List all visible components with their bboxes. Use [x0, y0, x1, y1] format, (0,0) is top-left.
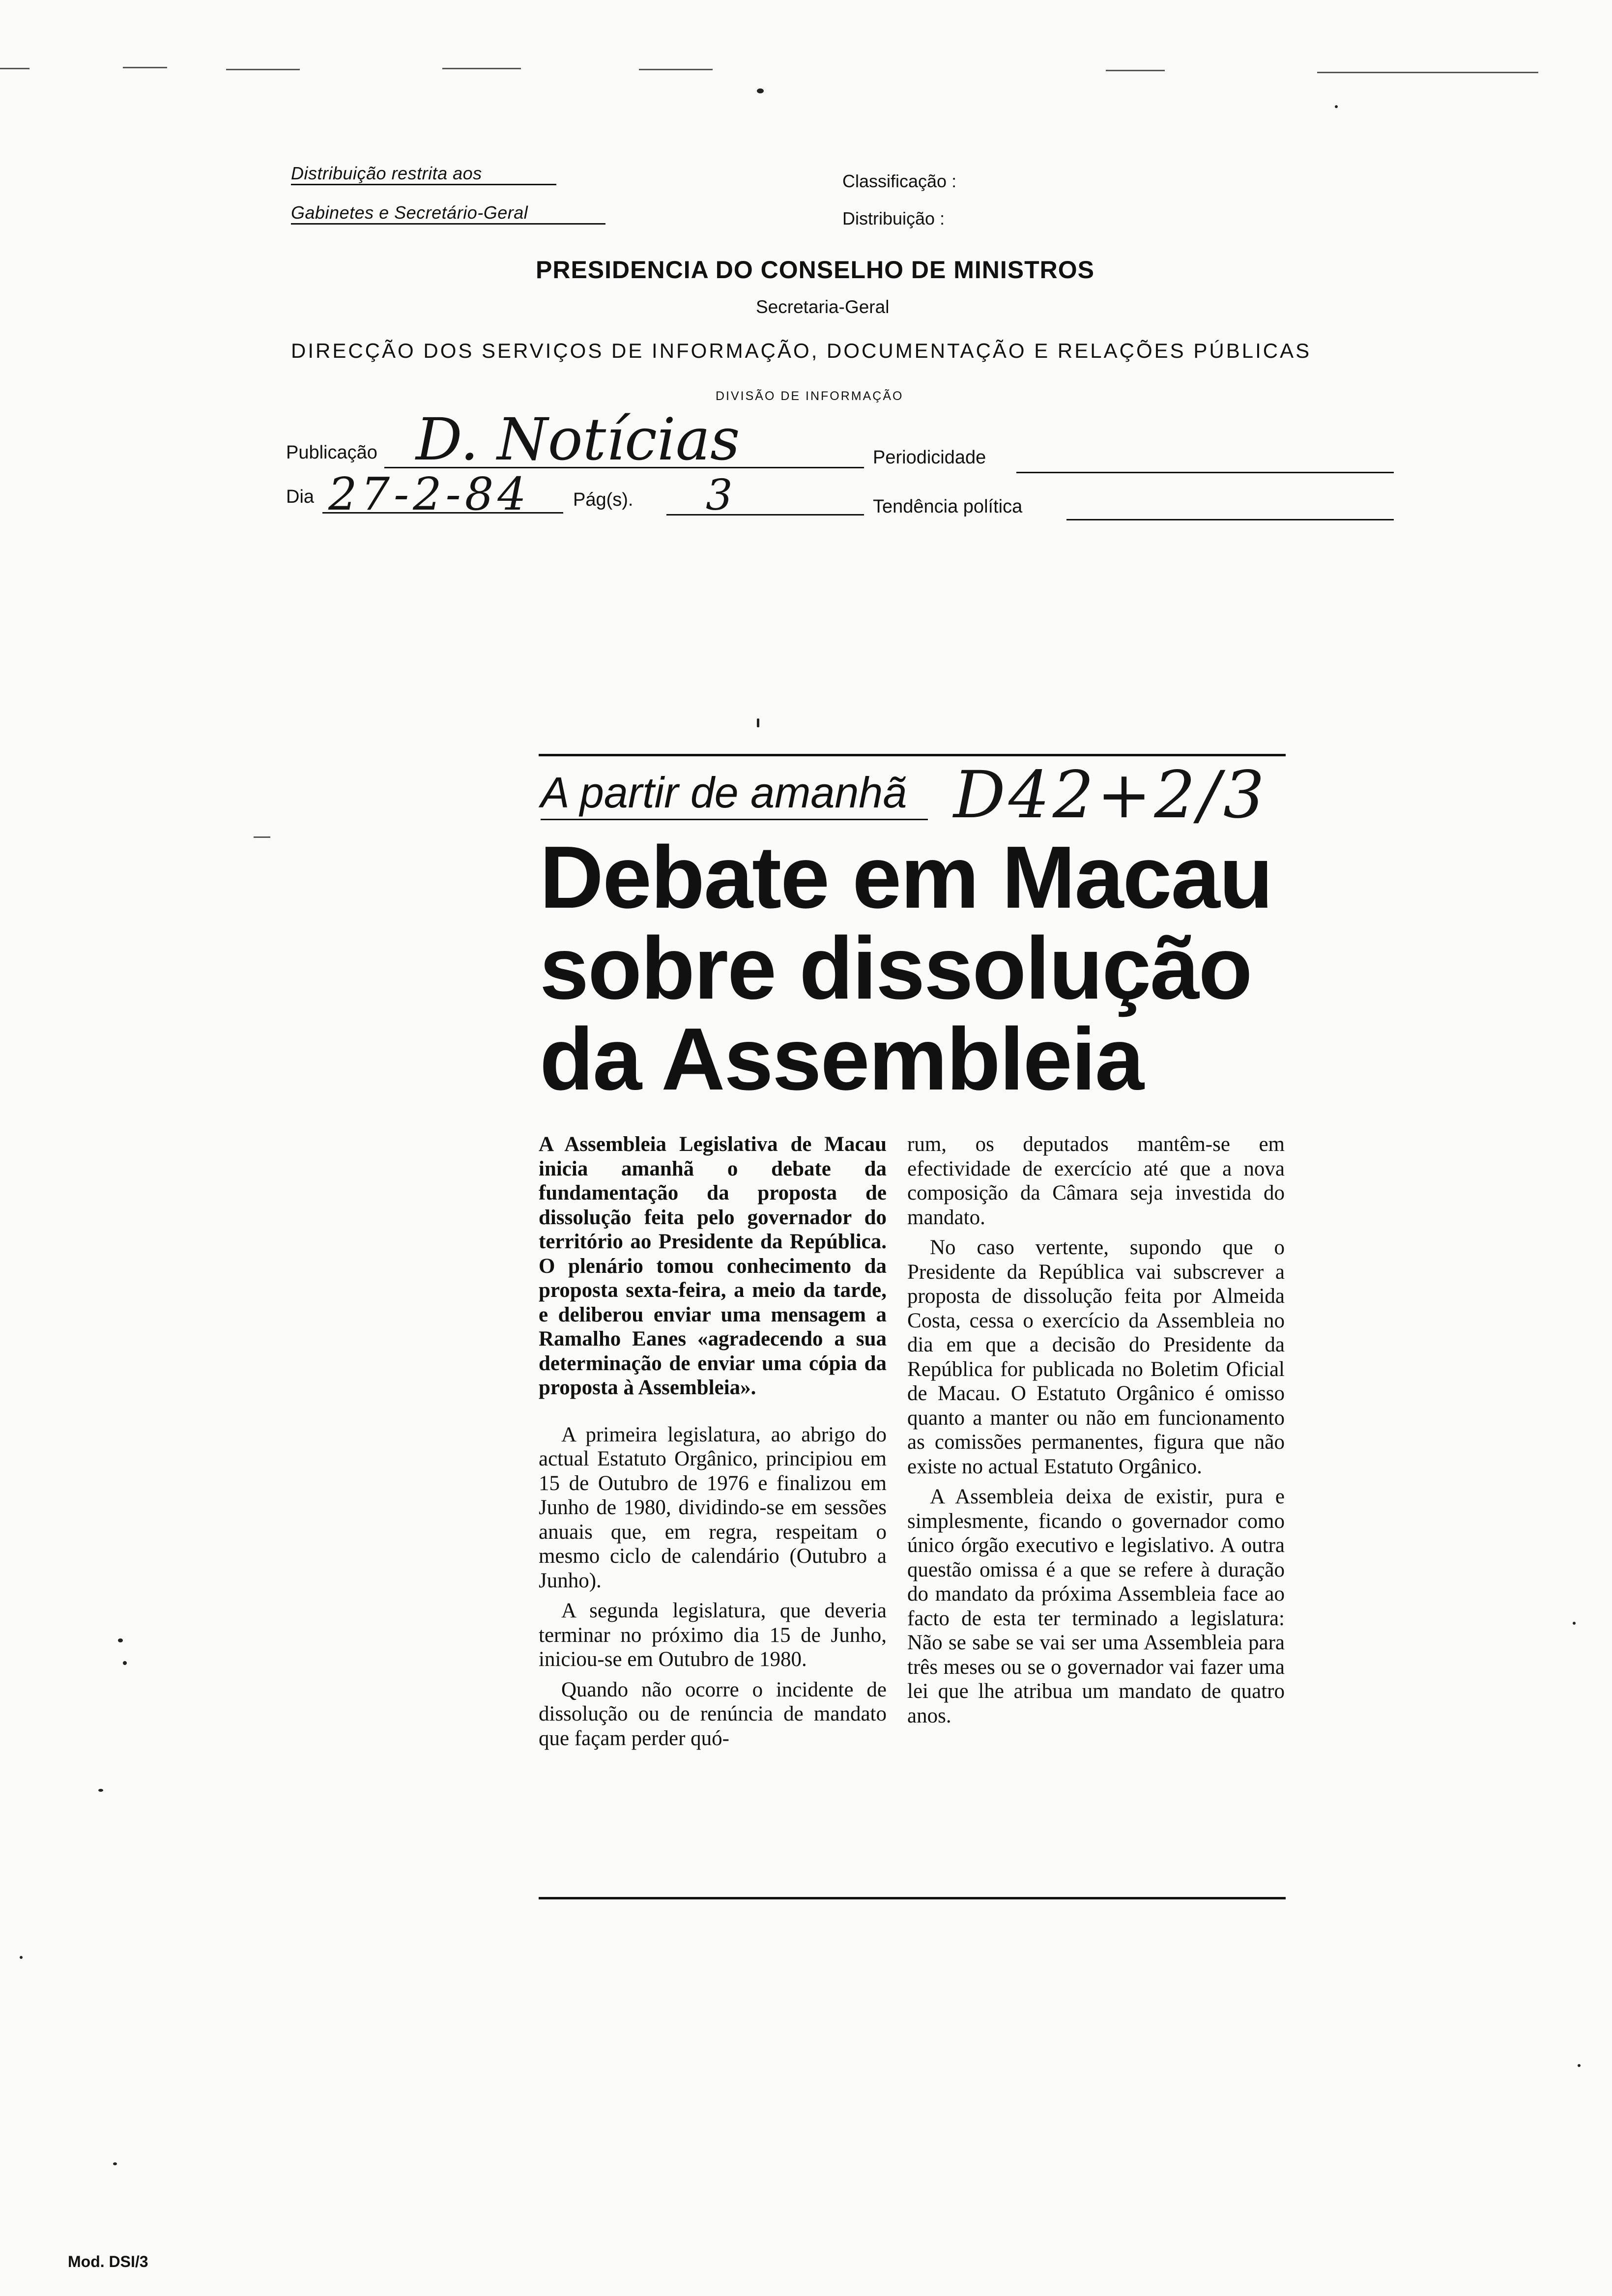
- divisao-informacao: DIVISÃO DE INFORMAÇÃO: [716, 389, 904, 403]
- tendencia-line: [1066, 519, 1394, 520]
- direccao-servicos: DIRECÇÃO DOS SERVIÇOS DE INFORMAÇÃO, DOCUMENTAÇÃO E RELAÇÕES PÚBLICAS: [291, 339, 1312, 362]
- organisation-title: PRESIDENCIA DO CONSELHO DE MINISTROS: [536, 256, 1095, 284]
- article-paragraph: A Assembleia deixa de existir, pura e simplesmente, ficando o governador como único órgão executivo e legislativo. A outra questão omissa é a que se refere à duração do mandato da próxima Assembleia face ao facto de esta ter terminado a legislatura: Não se sabe se vai ser uma Assembleia para três meses ou se o governador vai fazer uma lei que lhe atribua um mandato de quatro anos.: [907, 1485, 1285, 1727]
- scan-artifact: [1573, 1622, 1576, 1625]
- kicker-underline: [541, 819, 928, 820]
- restricted-distribution-line2: Gabinetes e Secretário-Geral: [291, 202, 605, 225]
- headline-line2: sobre dissolução: [540, 919, 1252, 1018]
- article-lead-paragraph: A Assembleia Legislativa de Macau inicia amanhã o debate da fundamentação da proposta de dissolução feita pelo governador do território ao Presidente da República. O plenário tomou conhecimento da proposta sexta-feira, a meio da tarde, e deliberou enviar uma mensagem a Ramalho Eanes «agradecendo a sua determinação de enviar uma cópia da proposta à Assembleia».: [539, 1133, 887, 1399]
- scan-artifact: [254, 836, 270, 838]
- paginas-value: 3: [706, 471, 733, 520]
- scan-artifact: [1106, 70, 1165, 71]
- scan-artifact: [226, 69, 300, 70]
- article-bottom-rule: [539, 1897, 1286, 1899]
- periodicidade-label: Periodicidade: [873, 447, 986, 468]
- scan-artifact: [757, 718, 759, 727]
- reference-number: D42+2/3: [953, 757, 1267, 833]
- tendencia-label: Tendência política: [873, 496, 1023, 517]
- dia-value: 27-2-84: [328, 468, 530, 520]
- dia-line: [322, 512, 563, 514]
- article-paragraph: Quando não ocorre o incidente de dissolução ou de renúncia de mandato que façam perder quó-: [539, 1678, 887, 1750]
- article-kicker: A partir de amanhã: [541, 768, 907, 817]
- paginas-label: Pág(s).: [573, 489, 633, 510]
- scan-artifact: [113, 2162, 117, 2165]
- article-paragraph: rum, os deputados mantêm-se em efectividade de exercício até que a nova composição da Câmara seja investida do mandato.: [907, 1133, 1285, 1229]
- article-paragraph: A segunda legislatura, que deveria terminar no próximo dia 15 de Junho, iniciou-se em Outubro de 1980.: [539, 1599, 887, 1671]
- scan-artifact: [0, 68, 29, 69]
- periodicidade-line: [1016, 472, 1394, 473]
- secretaria-geral: Secretaria-Geral: [756, 297, 890, 317]
- article-column-1: [539, 1132, 887, 1756]
- scan-artifact: [1335, 105, 1338, 108]
- scan-artifact: [123, 67, 167, 68]
- scan-artifact: [123, 1661, 127, 1665]
- scan-artifact: [1578, 2064, 1581, 2067]
- form-code: Mod. DSI/3: [68, 2253, 148, 2270]
- publicacao-label: Publicação: [286, 442, 377, 463]
- scan-artifact: [757, 88, 764, 93]
- article-top-rule: [539, 754, 1286, 756]
- scan-artifact: [20, 1956, 23, 1959]
- headline-line3: da Assembleia: [540, 1010, 1143, 1109]
- article-paragraph: A primeira legislatura, ao abrigo do actual Estatuto Orgânico, principiou em 15 de Outubro de 1976 e finalizou em Junho de 1980, dividindo-se em sessões anuais que, em regra, respeitam o mesmo ciclo de calendário (Outubro a Junho).: [539, 1423, 887, 1592]
- scan-artifact: [442, 68, 521, 69]
- dia-label: Dia: [286, 487, 315, 507]
- article-paragraph: No caso vertente, supondo que o Presidente da República vai subscrever a proposta de dissolução feita por Almeida Costa, cessa o exercício da Assembleia no dia em que a decisão do Presidente da República for publicada no Boletim Oficial de Macau. O Estatuto Orgânico é omisso quanto a manter ou não em funcionamento as comissões permanentes, figura que não existe no actual Estatuto Orgânico.: [907, 1236, 1285, 1478]
- distribuicao-label: Distribuição :: [842, 208, 945, 229]
- scan-artifact: [1317, 72, 1538, 73]
- classificacao-label: Classificação :: [842, 171, 957, 191]
- restricted-distribution-line1: Distribuição restrita aos: [291, 163, 556, 185]
- article-column-2: [907, 1132, 1285, 1734]
- scan-artifact: [98, 1789, 103, 1792]
- scan-artifact: [118, 1638, 123, 1642]
- paginas-line: [666, 514, 864, 516]
- publicacao-value: D. Notícias: [416, 405, 740, 473]
- scan-artifact: [639, 69, 713, 70]
- headline-line1: Debate em Macau: [540, 828, 1272, 927]
